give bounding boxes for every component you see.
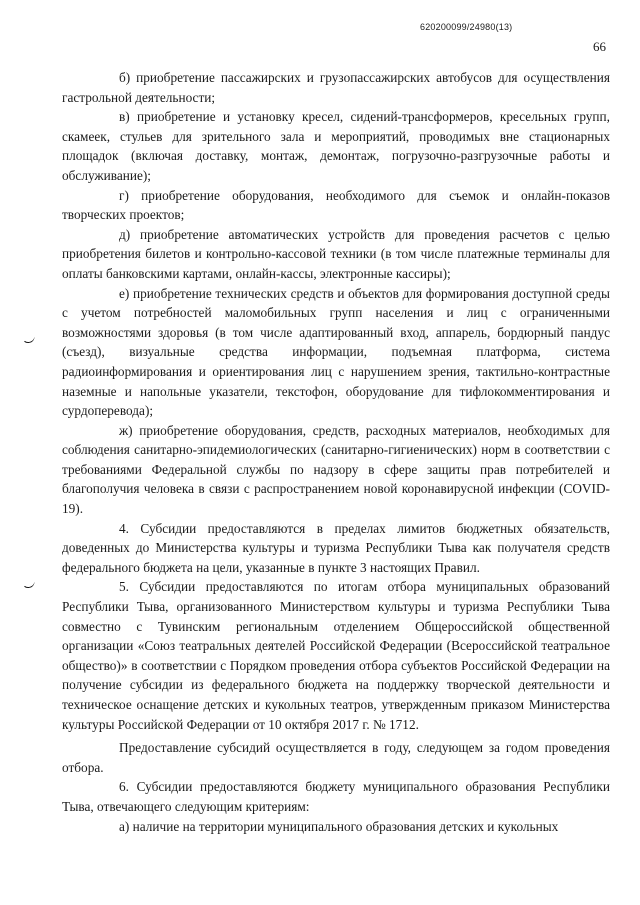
paragraph-d: д) приобретение автоматических устройств для проведения расчетов с целью приобретения билетов и контрольно-кассовой техники (в том числе платежные терминалы для оплаты банковскими картами, онлайн-кассы, электронные кассиры);: [62, 226, 610, 281]
document-body: [62, 68, 610, 836]
page-number: 66: [593, 39, 606, 54]
paragraph-5: 5. Субсидии предоставляются по итогам отбора муниципальных образований Республики Тыва, организованного Министерством культуры и туризма Республики Тыва совместно с Тувинским региональным отделением Общероссийской общественной организации «Союз театральных деятелей Российской Федерации (Всероссийской театральное общество)» в соответствии с Порядком проведения отбора субъектов Российской Федерации на получение субсидии из федерального бюджета на поддержку творческой деятельности и техническое оснащение детских и кукольных театров, утвержденным приказом Министерства культуры Российской Федерации от 10 октября 2017 г. № 1712.: [62, 579, 610, 732]
margin-mark: [22, 335, 36, 344]
margin-mark: [22, 580, 36, 589]
paragraph-b: б) приобретение пассажирских и грузопассажирских автобусов для осуществления гастрольной деятельности;: [62, 70, 610, 105]
document-id: 620200099/24980(13): [420, 22, 513, 32]
paragraph-6: 6. Субсидии предоставляются бюджету муниципального образования Республики Тыва, отвечающего следующим критериям:: [62, 779, 610, 814]
paragraph-e: е) приобретение технических средств и объектов для формирования доступной среды с учетом потребностей маломобильных групп населения и лиц с ограниченными возможностями здоровья (в том числе адаптированный вход, аппарель, бордюрный пандус (съезд), визуальные средства информации, подъемная платформа, система радиоинформирования и ориентирования лиц с нарушением зрения, тактильно-контрастные наземные и напольные указатели, текстофон, оборудование для тифлокомментирования и сурдоперевода);: [62, 285, 610, 419]
paragraph-zh: ж) приобретение оборудования, средств, расходных материалов, необходимых для соблюдения санитарно-эпидемиологических (санитарно-гигиенических) норм в соответствии с требованиями Федеральной службы по надзору в сфере защиты прав потребителей и благополучия человека в связи с распространением новой коронавирусной инфекции (COVID-19).: [62, 422, 610, 517]
paragraph-4: 4. Субсидии предоставляются в пределах лимитов бюджетных обязательств, доведенных до Министерства культуры и туризма Республики Тыва как получателя средств федерального бюджета на цели, указанные в пункте 3 настоящих Правил.: [62, 520, 610, 575]
paragraph-selection-year: Предоставление субсидий осуществляется в году, следующем за годом проведения отбора.: [62, 740, 610, 775]
paragraph-v: в) приобретение и установку кресел, сидений-трансформеров, кресельных групп, скамеек, стульев для зрительного зала и мероприятий, проводимых вне стационарных площадок (включая доставку, монтаж, демонтаж, погрузочно-разгрузочные работы и обслуживание);: [62, 109, 610, 183]
paragraph-g: г) приобретение оборудования, необходимого для съемок и онлайн-показов творческих проектов;: [62, 187, 610, 223]
paragraph-6a: а) наличие на территории муниципального образования детских и кукольных: [119, 818, 559, 834]
